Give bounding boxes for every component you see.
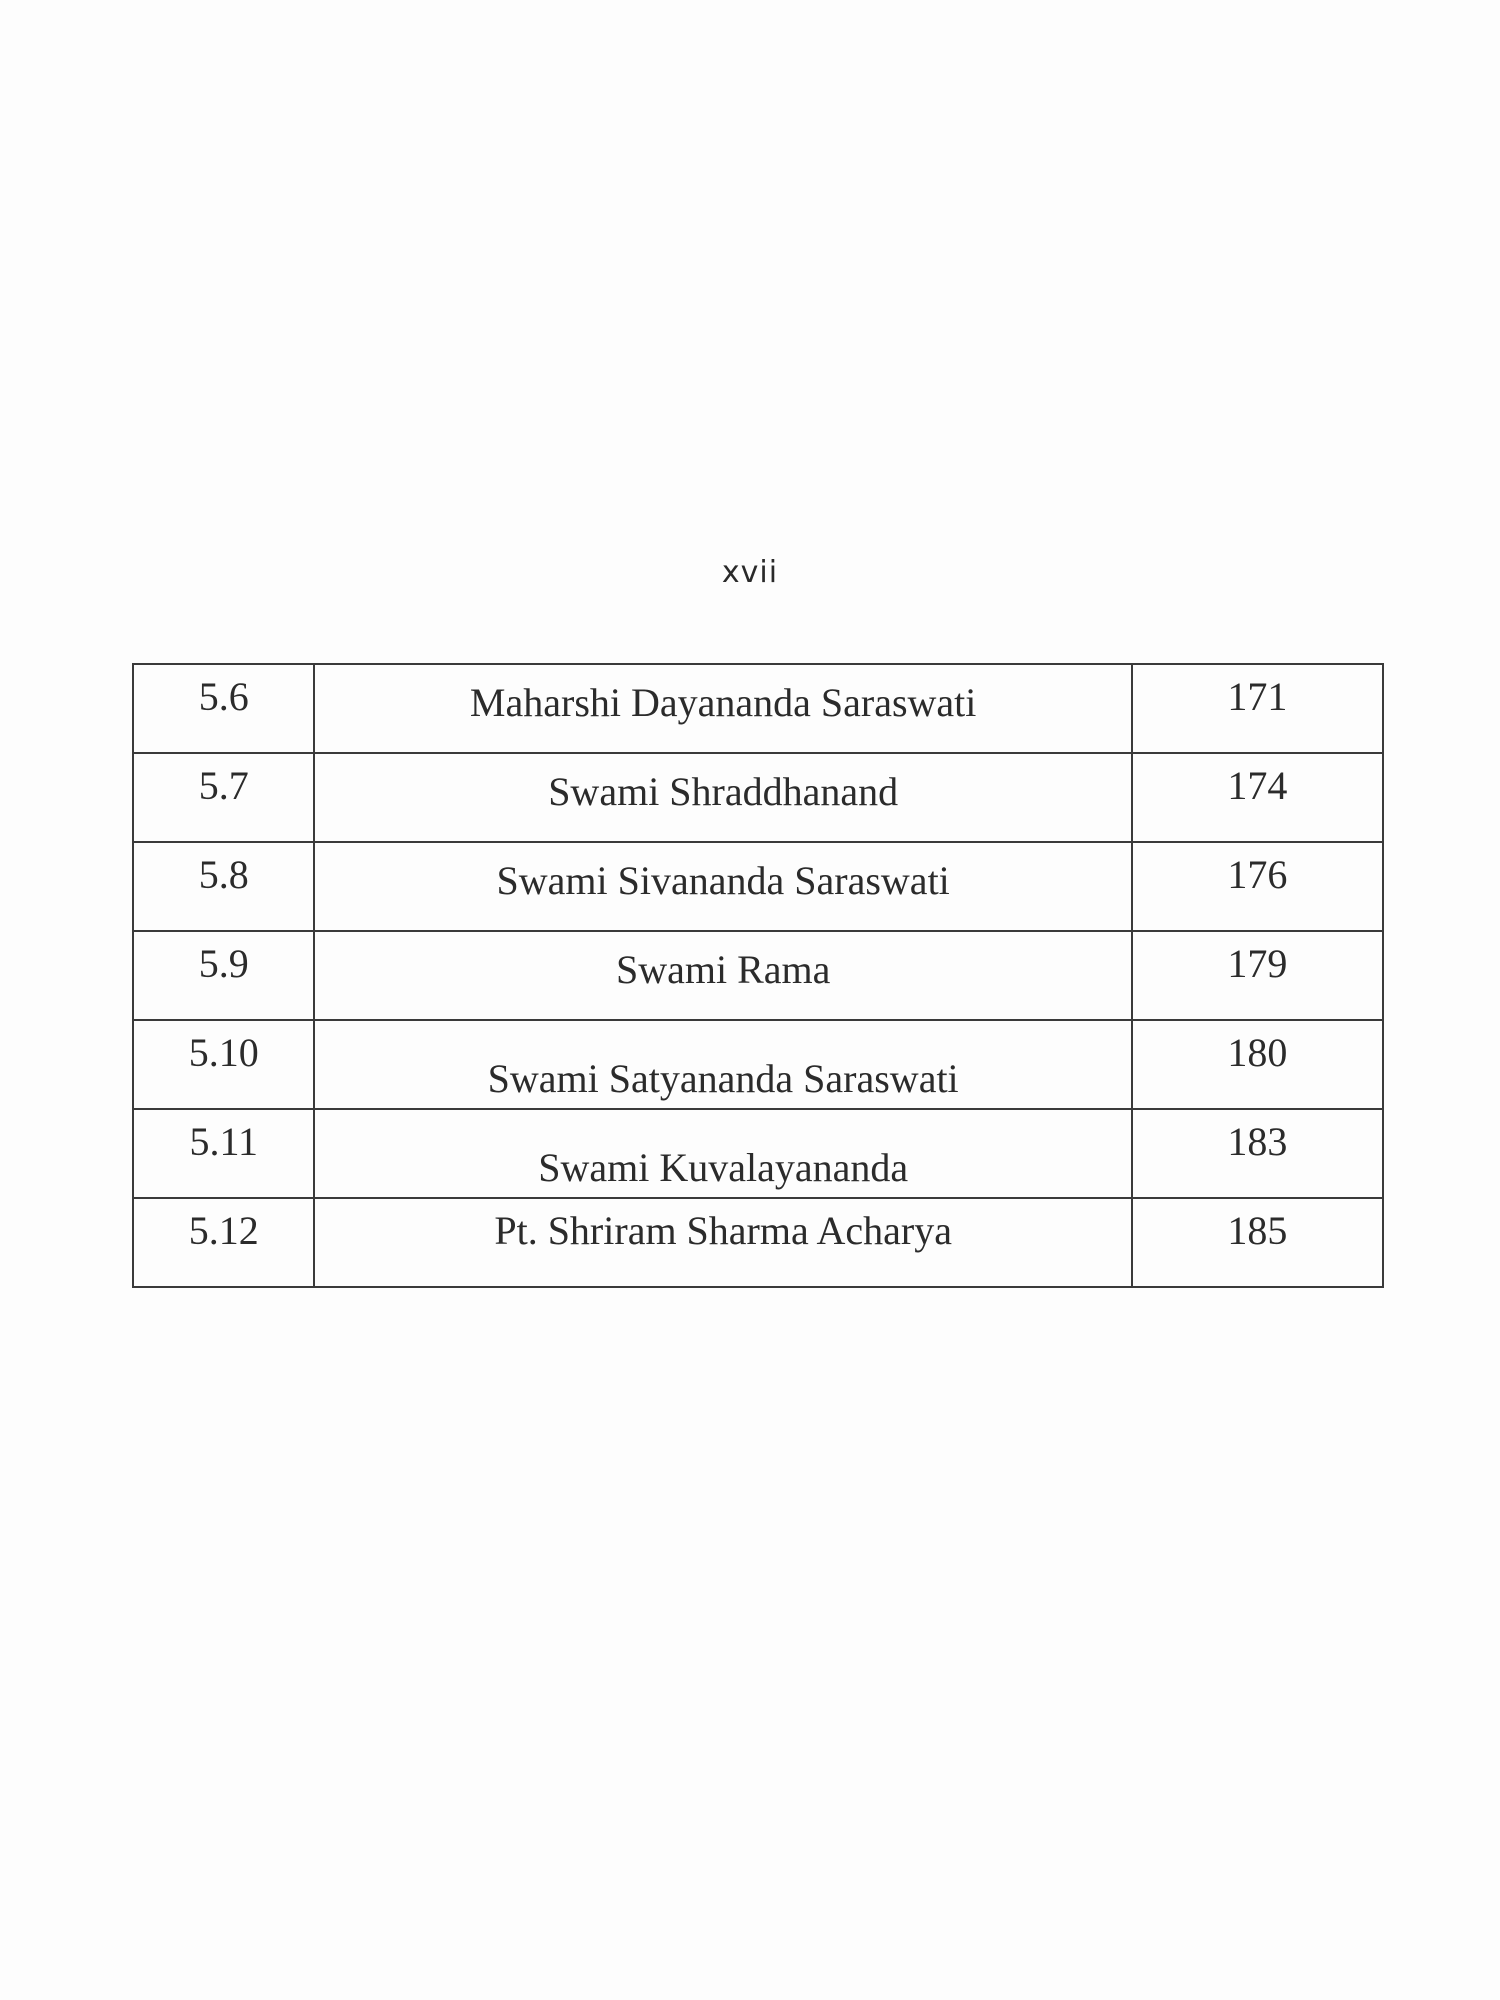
section-page: 180 bbox=[1227, 1030, 1288, 1075]
section-number: 5.11 bbox=[189, 1119, 258, 1164]
section-number: 5.8 bbox=[198, 852, 249, 897]
section-page: 179 bbox=[1227, 941, 1288, 986]
section-title-cell bbox=[314, 1020, 1131, 1109]
page-number-cell bbox=[1132, 753, 1383, 842]
section-title: Swami Rama bbox=[615, 947, 831, 992]
page-number-cell bbox=[1132, 1109, 1383, 1198]
section-number-cell bbox=[133, 842, 314, 931]
page-number-cell bbox=[1132, 1198, 1383, 1287]
section-title: Swami Satyananda Saraswati bbox=[487, 1056, 959, 1101]
section-number: 5.12 bbox=[188, 1208, 259, 1253]
section-number-cell bbox=[133, 1198, 314, 1287]
section-page: 171 bbox=[1227, 674, 1288, 719]
table-row bbox=[133, 1109, 1383, 1198]
section-title-cell bbox=[314, 664, 1131, 753]
page-number-cell bbox=[1132, 931, 1383, 1020]
section-title: Maharshi Dayananda Saraswati bbox=[469, 680, 977, 725]
section-title-cell bbox=[314, 1198, 1131, 1287]
section-title: Swami Kuvalayananda bbox=[538, 1145, 909, 1190]
section-title-cell bbox=[314, 1109, 1131, 1198]
page-number-cell bbox=[1132, 664, 1383, 753]
section-number-cell bbox=[133, 1109, 314, 1198]
section-number-cell bbox=[133, 664, 314, 753]
table-row bbox=[133, 1198, 1383, 1287]
page-number-cell bbox=[1132, 842, 1383, 931]
page-number: xvii bbox=[721, 555, 779, 590]
section-title: Pt. Shriram Sharma Acharya bbox=[494, 1208, 953, 1253]
section-number-cell bbox=[133, 931, 314, 1020]
section-title-cell bbox=[314, 753, 1131, 842]
section-title-cell bbox=[314, 931, 1131, 1020]
table-row bbox=[133, 753, 1383, 842]
contents-table bbox=[132, 663, 1384, 1288]
section-number: 5.10 bbox=[188, 1030, 259, 1075]
section-page: 183 bbox=[1227, 1119, 1288, 1164]
section-title: Swami Sivananda Saraswati bbox=[496, 858, 950, 903]
section-title-cell bbox=[314, 842, 1131, 931]
section-number: 5.7 bbox=[198, 763, 249, 808]
table-row bbox=[133, 1020, 1383, 1109]
table-row bbox=[133, 842, 1383, 931]
table-row bbox=[133, 931, 1383, 1020]
section-page: 174 bbox=[1227, 763, 1288, 808]
section-page: 185 bbox=[1227, 1208, 1288, 1253]
section-page: 176 bbox=[1227, 852, 1288, 897]
section-title: Swami Shraddhanand bbox=[548, 769, 899, 814]
section-number-cell bbox=[133, 753, 314, 842]
section-number-cell bbox=[133, 1020, 314, 1109]
table-row bbox=[133, 664, 1383, 753]
section-number: 5.9 bbox=[198, 941, 249, 986]
page-number-cell bbox=[1132, 1020, 1383, 1109]
section-number: 5.6 bbox=[198, 674, 249, 719]
